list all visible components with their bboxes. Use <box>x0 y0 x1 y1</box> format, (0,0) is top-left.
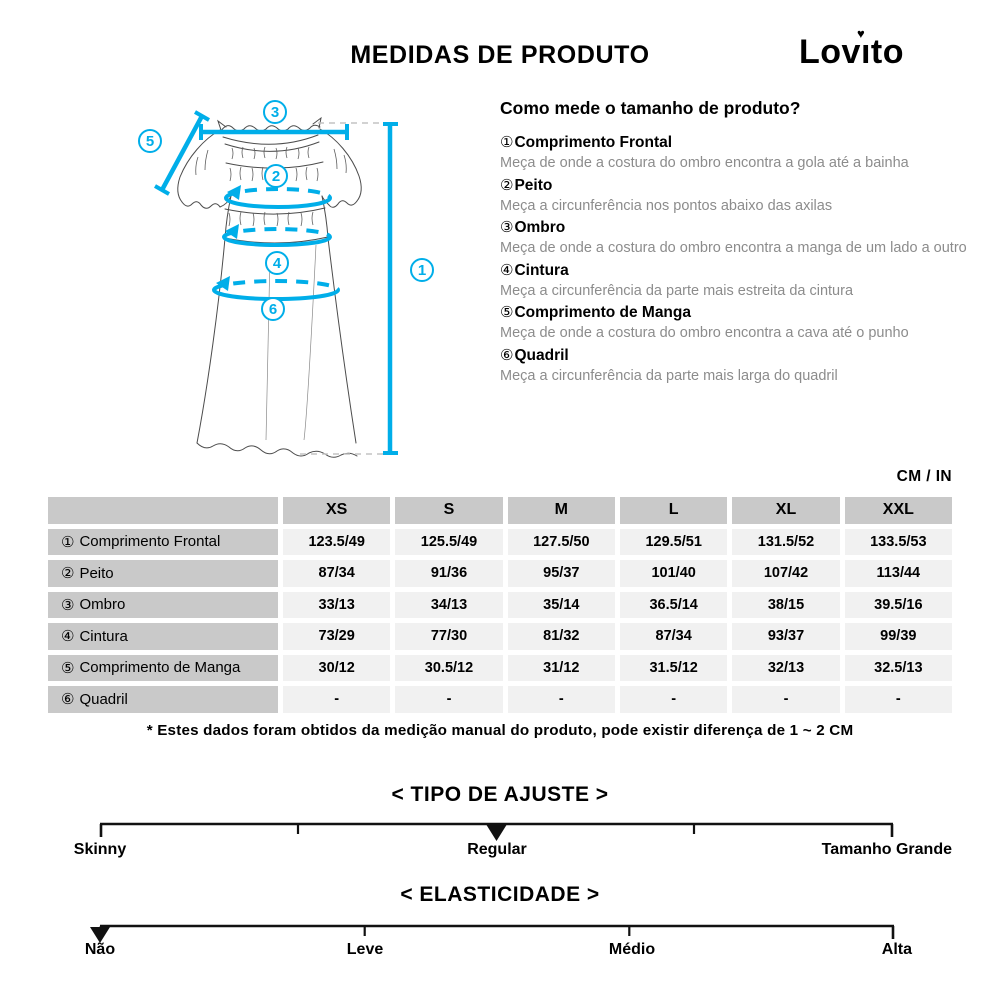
dress-measurement-diagram <box>120 95 460 477</box>
table-cell: 123.5/49 <box>283 529 390 556</box>
waist-measure-ellipse <box>224 229 330 237</box>
table-cell: 32/13 <box>732 655 839 682</box>
table-cell: 36.5/14 <box>620 592 727 619</box>
table-cell: - <box>732 686 839 713</box>
measurement-note: * Estes dados foram obtidos da medição manual do produto, pode existir diferença de 1 ~ 2 CM <box>146 722 854 739</box>
brand-text: Lov <box>799 33 861 71</box>
table-header-xs: XS <box>283 497 390 524</box>
table-cell: 125.5/49 <box>395 529 502 556</box>
stretch-label-alta: Alta <box>881 941 912 958</box>
stretch-label-leve: Leve <box>346 941 384 958</box>
row-label-ombro: ③ Ombro <box>48 592 278 619</box>
circled-number: ④ <box>500 261 514 279</box>
callout-number-1: 1 <box>417 262 427 279</box>
guide-item <box>500 346 972 387</box>
row-label-peito: ② Peito <box>48 560 278 587</box>
guide-item-label: Comprimento de Manga <box>514 304 691 321</box>
measure-guide <box>500 98 972 386</box>
row-label-quadril: ⑥ Quadril <box>48 686 278 713</box>
table-header-empty <box>48 497 278 524</box>
guide-item-label: Quadril <box>514 346 569 364</box>
guide-item <box>500 176 972 217</box>
table-cell: 87/34 <box>620 623 727 650</box>
table-cell: - <box>620 686 727 713</box>
heart-icon: ♥ <box>857 26 866 41</box>
table-cell: 32.5/13 <box>845 655 952 682</box>
guide-item <box>500 133 972 174</box>
stretch-label-nao: Não <box>84 941 116 958</box>
brand-logo: Lovıto ♥ <box>799 26 904 71</box>
table-header-m: M <box>508 497 615 524</box>
table-cell: 33/13 <box>283 592 390 619</box>
circled-number: ① <box>500 134 514 151</box>
hip-measure-ellipse <box>214 281 338 290</box>
table-cell: 99/39 <box>845 623 952 650</box>
table-header-xxl: XXL <box>845 497 952 524</box>
circled-number: ② <box>500 176 514 194</box>
guide-item-label: Peito <box>514 176 553 194</box>
callout-number-4: 4 <box>272 255 282 272</box>
table-cell: 127.5/50 <box>508 529 615 556</box>
table-cell: - <box>845 686 952 713</box>
measurement-marks <box>155 112 398 453</box>
table-cell: 93/37 <box>732 623 839 650</box>
stretch-scale-axis <box>0 919 1000 947</box>
circled-number: ⑤ <box>500 304 514 321</box>
callout-number-6: 6 <box>268 301 278 318</box>
table-cell: 107/42 <box>732 560 839 587</box>
guide-heading: Como mede o tamanho de produto? <box>500 98 801 118</box>
row-label-comprimento-de-manga: ⑤ Comprimento de Manga <box>48 655 278 682</box>
callout-number-2: 2 <box>271 168 281 185</box>
table-cell: - <box>508 686 615 713</box>
guide-item-desc: Meça a circunferência da parte mais estreita da cintura <box>500 282 854 299</box>
units-label: CM / IN <box>896 468 952 485</box>
guide-item-desc: Meça de onde a costura do ombro encontra a manga de um lado a outro <box>500 240 967 256</box>
guide-item-desc: Meça a circunferência da parte mais larga do quadril <box>500 367 838 384</box>
table-cell: 31.5/12 <box>620 655 727 682</box>
table-cell: 38/15 <box>732 592 839 619</box>
fit-scale-title: < TIPO DE AJUSTE > <box>391 783 609 806</box>
stretch-scale-title: < ELASTICIDADE > <box>400 883 600 906</box>
callout-number-5: 5 <box>145 133 155 150</box>
table-cell: 35/14 <box>508 592 615 619</box>
stretch-label-medio: Médio <box>608 941 656 958</box>
fit-label-regular: Regular <box>467 841 527 858</box>
table-header-s: S <box>395 497 502 524</box>
table-cell: - <box>283 686 390 713</box>
table-cell: - <box>395 686 502 713</box>
page-title: MEDIDAS DE PRODUTO <box>350 41 650 69</box>
fit-label-tamanho-grande: Tamanho Grande <box>821 841 952 858</box>
reference-dashed-lines <box>300 123 397 454</box>
sleeve-measure-line <box>162 116 202 190</box>
table-cell: 31/12 <box>508 655 615 682</box>
callout-number-3: 3 <box>270 104 280 121</box>
guide-item <box>500 303 972 344</box>
guide-item-desc: Meça de onde a costura do ombro encontra a gola até a bainha <box>500 155 909 171</box>
row-label-comprimento-frontal: ① Comprimento Frontal <box>48 529 278 556</box>
guide-item-label: Cintura <box>514 261 569 279</box>
table-cell: 101/40 <box>620 560 727 587</box>
table-cell: 95/37 <box>508 560 615 587</box>
fit-scale-marker <box>487 825 507 841</box>
chest-measure-ellipse <box>226 189 330 198</box>
table-cell: 91/36 <box>395 560 502 587</box>
guide-item-desc: Meça de onde a costura do ombro encontra a cava até o punho <box>500 325 909 341</box>
table-cell: 81/32 <box>508 623 615 650</box>
table-header-xl: XL <box>732 497 839 524</box>
table-cell: 30/12 <box>283 655 390 682</box>
table-cell: 39.5/16 <box>845 592 952 619</box>
table-cell: 87/34 <box>283 560 390 587</box>
table-header-l: L <box>620 497 727 524</box>
guide-item <box>500 261 972 302</box>
table-cell: 133.5/53 <box>845 529 952 556</box>
guide-item-label: Comprimento Frontal <box>514 134 673 151</box>
table-cell: 34/13 <box>395 592 502 619</box>
guide-item <box>500 218 972 259</box>
table-cell: 77/30 <box>395 623 502 650</box>
table-cell: 30.5/12 <box>395 655 502 682</box>
circled-number: ⑥ <box>500 346 514 364</box>
circled-number: ③ <box>500 219 514 236</box>
guide-item-desc: Meça a circunferência nos pontos abaixo das axilas <box>500 197 833 214</box>
row-label-cintura: ④ Cintura <box>48 623 278 650</box>
guide-item-label: Ombro <box>514 219 566 236</box>
table-cell: 129.5/51 <box>620 529 727 556</box>
size-table <box>48 497 952 713</box>
fit-label-skinny: Skinny <box>73 841 127 858</box>
table-cell: 131.5/52 <box>732 529 839 556</box>
table-cell: 73/29 <box>283 623 390 650</box>
table-cell: 113/44 <box>845 560 952 587</box>
